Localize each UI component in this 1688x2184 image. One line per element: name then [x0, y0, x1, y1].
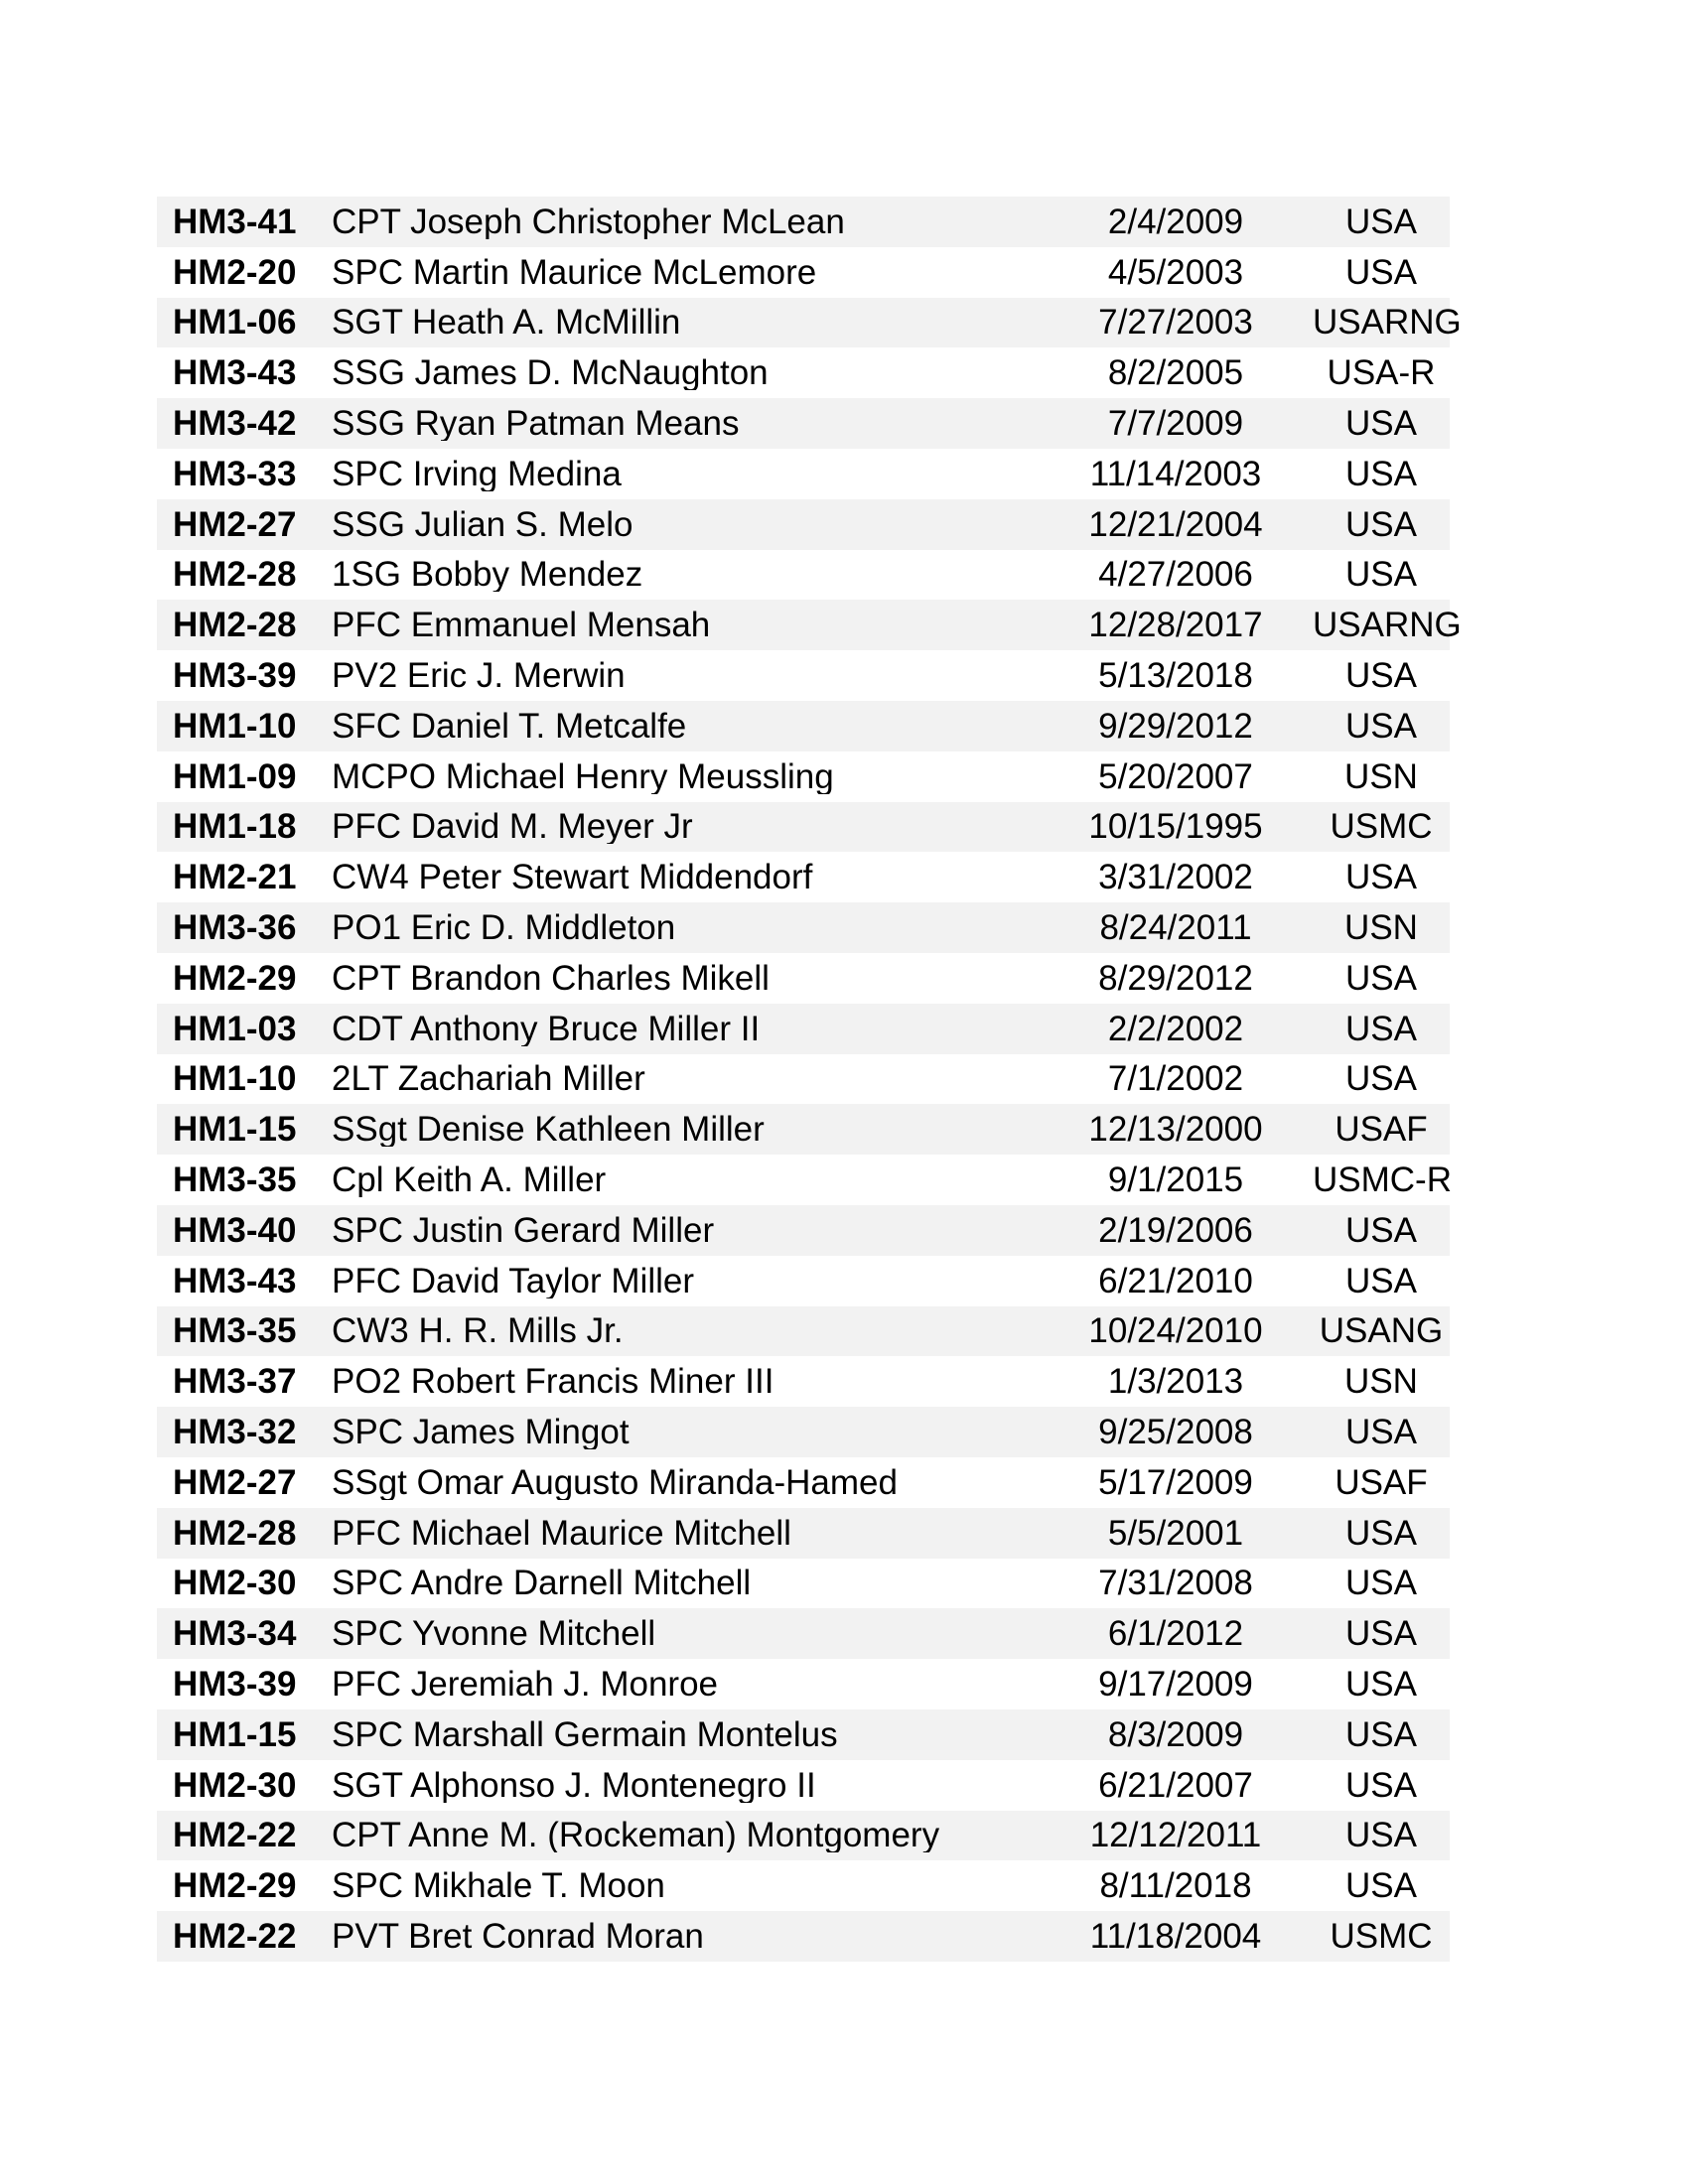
branch-cell: USA	[1345, 958, 1417, 998]
panel-code-cell: HM1-18	[173, 807, 297, 847]
date-cell: 8/29/2012	[1098, 958, 1253, 998]
date-cell: 8/24/2011	[1099, 908, 1252, 948]
panel-code-cell: HM3-34	[173, 1614, 297, 1654]
date-cell: 6/1/2012	[1107, 1614, 1244, 1654]
date-cell: 9/29/2012	[1098, 706, 1253, 746]
panel-code-cell: HM2-27	[173, 1462, 297, 1502]
panel-code-cell: HM2-30	[173, 1765, 297, 1805]
branch-cell: USA	[1345, 1059, 1417, 1099]
date-cell: 12/12/2011	[1089, 1816, 1262, 1855]
branch-cell: USA	[1345, 1614, 1417, 1654]
name-cell: CW3 H. R. Mills Jr.	[332, 1313, 624, 1349]
table-row	[157, 852, 1450, 902]
branch-cell: USA	[1345, 1765, 1417, 1805]
branch-cell: USN	[1344, 908, 1418, 948]
table-row	[157, 449, 1450, 499]
table-row	[157, 1911, 1450, 1962]
name-cell: SSG Ryan Patman Means	[332, 406, 740, 442]
table-row	[157, 1256, 1450, 1306]
name-cell: PFC David Taylor Miller	[332, 1263, 694, 1298]
table-row	[157, 1559, 1450, 1609]
branch-cell: USA-R	[1327, 353, 1436, 393]
name-cell: SPC Justin Gerard Miller	[332, 1212, 715, 1248]
name-cell: CPT Joseph Christopher McLean	[332, 204, 845, 239]
name-cell: SPC Martin Maurice McLemore	[332, 254, 817, 290]
branch-cell: USARNG	[1313, 303, 1462, 342]
table-row	[157, 550, 1450, 601]
name-cell: SPC Marshall Germain Montelus	[332, 1716, 838, 1752]
panel-code-cell: HM3-35	[173, 1311, 297, 1351]
name-cell: PV2 Eric J. Merwin	[332, 658, 626, 694]
table-row	[157, 1860, 1450, 1911]
panel-code-cell: HM3-43	[173, 353, 297, 393]
panel-code-cell: HM3-43	[173, 1261, 297, 1300]
panel-code-cell: HM1-10	[173, 706, 297, 746]
name-cell: PFC Emmanuel Mensah	[332, 608, 711, 643]
name-cell: 2LT Zachariah Miller	[332, 1061, 645, 1097]
panel-code-cell: HM2-28	[173, 555, 297, 595]
name-cell: SGT Heath A. McMillin	[332, 305, 681, 341]
branch-cell: USA	[1345, 1009, 1417, 1048]
date-cell: 8/11/2018	[1099, 1866, 1252, 1906]
branch-cell: USA	[1345, 404, 1417, 444]
panel-code-cell: HM1-06	[173, 303, 297, 342]
date-cell: 11/18/2004	[1089, 1916, 1262, 1956]
name-cell: PO1 Eric D. Middleton	[332, 910, 676, 946]
table-row	[157, 1760, 1450, 1811]
table-row	[157, 701, 1450, 751]
panel-code-cell: HM2-22	[173, 1816, 297, 1855]
table-row	[157, 1306, 1450, 1357]
name-cell: SPC Andre Darnell Mitchell	[332, 1566, 752, 1601]
roster-table	[157, 197, 1462, 1962]
panel-code-cell: HM3-42	[173, 404, 297, 444]
name-cell: SFC Daniel T. Metcalfe	[332, 708, 687, 744]
branch-cell: USAF	[1335, 1110, 1428, 1150]
date-cell: 6/21/2010	[1098, 1261, 1253, 1300]
name-cell: SSgt Omar Augusto Miranda-Hamed	[332, 1464, 898, 1500]
table-row	[157, 1155, 1450, 1205]
date-cell: 5/20/2007	[1098, 756, 1253, 796]
branch-cell: USA	[1345, 706, 1417, 746]
branch-cell: USA	[1345, 1866, 1417, 1906]
name-cell: PVT Bret Conrad Moran	[332, 1918, 704, 1954]
name-cell: CPT Anne M. (Rockeman) Montgomery	[332, 1818, 940, 1853]
branch-cell: USA	[1345, 504, 1417, 544]
name-cell: MCPO Michael Henry Meussling	[332, 758, 834, 794]
table-row	[157, 650, 1450, 701]
table-row	[157, 902, 1450, 953]
branch-cell: USN	[1344, 756, 1418, 796]
branch-cell: USA	[1345, 1413, 1417, 1452]
table-row	[157, 953, 1450, 1004]
panel-code-cell: HM3-40	[173, 1210, 297, 1250]
table-row	[157, 1356, 1450, 1407]
branch-cell: USA	[1345, 555, 1417, 595]
table-row	[157, 298, 1462, 348]
branch-cell: USAF	[1335, 1462, 1428, 1502]
table-row	[157, 1709, 1450, 1760]
panel-code-cell: HM2-21	[173, 858, 297, 897]
branch-cell: USANG	[1319, 1311, 1444, 1351]
panel-code-cell: HM3-33	[173, 454, 297, 493]
panel-code-cell: HM2-28	[173, 606, 297, 645]
date-cell: 7/27/2003	[1098, 303, 1253, 342]
name-cell: CDT Anthony Bruce Miller II	[332, 1011, 761, 1046]
date-cell: 11/14/2003	[1089, 454, 1262, 493]
date-cell: 5/5/2001	[1107, 1513, 1244, 1553]
panel-code-cell: HM2-20	[173, 252, 297, 292]
date-cell: 10/15/1995	[1088, 807, 1263, 847]
table-row	[157, 1054, 1450, 1105]
branch-cell: USARNG	[1313, 606, 1462, 645]
table-row	[157, 1608, 1450, 1659]
name-cell: SPC Irving Medina	[332, 456, 622, 491]
panel-code-cell: HM3-35	[173, 1160, 297, 1200]
table-row	[157, 1811, 1450, 1861]
name-cell: PFC David M. Meyer Jr	[332, 809, 693, 845]
branch-cell: USMC	[1330, 1916, 1433, 1956]
date-cell: 10/24/2010	[1088, 1311, 1263, 1351]
panel-code-cell: HM3-41	[173, 202, 297, 241]
date-cell: 9/1/2015	[1107, 1160, 1244, 1200]
panel-code-cell: HM2-22	[173, 1916, 297, 1956]
date-cell: 1/3/2013	[1107, 1362, 1244, 1402]
table-row	[157, 247, 1450, 298]
panel-code-cell: HM2-27	[173, 504, 297, 544]
panel-code-cell: HM1-15	[173, 1110, 297, 1150]
table-row	[157, 499, 1450, 550]
table-row	[157, 802, 1450, 853]
branch-cell: USA	[1345, 1564, 1417, 1603]
table-row	[157, 600, 1462, 650]
branch-cell: USA	[1345, 202, 1417, 241]
date-cell: 9/25/2008	[1098, 1413, 1253, 1452]
branch-cell: USA	[1345, 1513, 1417, 1553]
panel-code-cell: HM3-36	[173, 908, 297, 948]
table-row	[157, 398, 1450, 449]
table-row	[157, 1407, 1450, 1457]
branch-cell: USA	[1345, 1714, 1417, 1754]
date-cell: 8/3/2009	[1107, 1714, 1244, 1754]
panel-code-cell: HM1-03	[173, 1009, 297, 1048]
table-row	[157, 1205, 1450, 1256]
date-cell: 5/13/2018	[1098, 656, 1253, 696]
date-cell: 7/7/2009	[1107, 404, 1244, 444]
branch-cell: USA	[1345, 1665, 1417, 1704]
panel-code-cell: HM3-32	[173, 1413, 297, 1452]
name-cell: SSG James D. McNaughton	[332, 355, 769, 391]
date-cell: 2/4/2009	[1107, 202, 1244, 241]
name-cell: CPT Brandon Charles Mikell	[332, 960, 770, 996]
name-cell: PFC Jeremiah J. Monroe	[332, 1667, 719, 1702]
date-cell: 4/27/2006	[1098, 555, 1253, 595]
date-cell: 8/2/2005	[1107, 353, 1244, 393]
panel-code-cell: HM3-39	[173, 656, 297, 696]
name-cell: CW4 Peter Stewart Middendorf	[332, 860, 813, 895]
branch-cell: USA	[1345, 656, 1417, 696]
branch-cell: USA	[1345, 454, 1417, 493]
panel-code-cell: HM3-39	[173, 1665, 297, 1704]
date-cell: 7/1/2002	[1107, 1059, 1244, 1099]
name-cell: SSgt Denise Kathleen Miller	[332, 1112, 765, 1148]
table-row	[157, 751, 1450, 802]
table-row	[157, 1004, 1450, 1054]
date-cell: 2/19/2006	[1098, 1210, 1253, 1250]
branch-cell: USA	[1345, 1261, 1417, 1300]
branch-cell: USN	[1344, 1362, 1418, 1402]
branch-cell: USA	[1345, 858, 1417, 897]
date-cell: 3/31/2002	[1098, 858, 1253, 897]
date-cell: 2/2/2002	[1107, 1009, 1244, 1048]
name-cell: SSG Julian S. Melo	[332, 506, 633, 542]
name-cell: PFC Michael Maurice Mitchell	[332, 1515, 791, 1551]
date-cell: 5/17/2009	[1098, 1462, 1253, 1502]
panel-code-cell: HM2-29	[173, 958, 297, 998]
branch-cell: USA	[1345, 252, 1417, 292]
name-cell: SPC Yvonne Mitchell	[332, 1616, 656, 1652]
panel-code-cell: HM1-15	[173, 1714, 297, 1754]
date-cell: 12/13/2000	[1088, 1110, 1263, 1150]
name-cell: PO2 Robert Francis Miner III	[332, 1364, 774, 1400]
branch-cell: USA	[1345, 1210, 1417, 1250]
branch-cell: USA	[1345, 1816, 1417, 1855]
branch-cell: USMC	[1330, 807, 1433, 847]
panel-code-cell: HM2-28	[173, 1513, 297, 1553]
table-row	[157, 1457, 1450, 1508]
table-row	[157, 1659, 1450, 1709]
date-cell: 7/31/2008	[1098, 1564, 1253, 1603]
panel-code-cell: HM2-30	[173, 1564, 297, 1603]
panel-code-cell: HM1-10	[173, 1059, 297, 1099]
table-row	[157, 197, 1450, 247]
name-cell: Cpl Keith A. Miller	[332, 1162, 607, 1198]
date-cell: 12/28/2017	[1088, 606, 1263, 645]
panel-code-cell: HM3-37	[173, 1362, 297, 1402]
name-cell: SGT Alphonso J. Montenegro II	[332, 1767, 816, 1803]
table-row	[157, 347, 1450, 398]
date-cell: 6/21/2007	[1098, 1765, 1253, 1805]
table-row	[157, 1508, 1450, 1559]
date-cell: 12/21/2004	[1088, 504, 1263, 544]
name-cell: 1SG Bobby Mendez	[332, 557, 643, 593]
table-row	[157, 1104, 1450, 1155]
date-cell: 9/17/2009	[1098, 1665, 1253, 1704]
branch-cell: USMC-R	[1313, 1160, 1452, 1200]
panel-code-cell: HM2-29	[173, 1866, 297, 1906]
panel-code-cell: HM1-09	[173, 756, 297, 796]
date-cell: 4/5/2003	[1107, 252, 1244, 292]
name-cell: SPC Mikhale T. Moon	[332, 1868, 665, 1904]
name-cell: SPC James Mingot	[332, 1415, 630, 1450]
